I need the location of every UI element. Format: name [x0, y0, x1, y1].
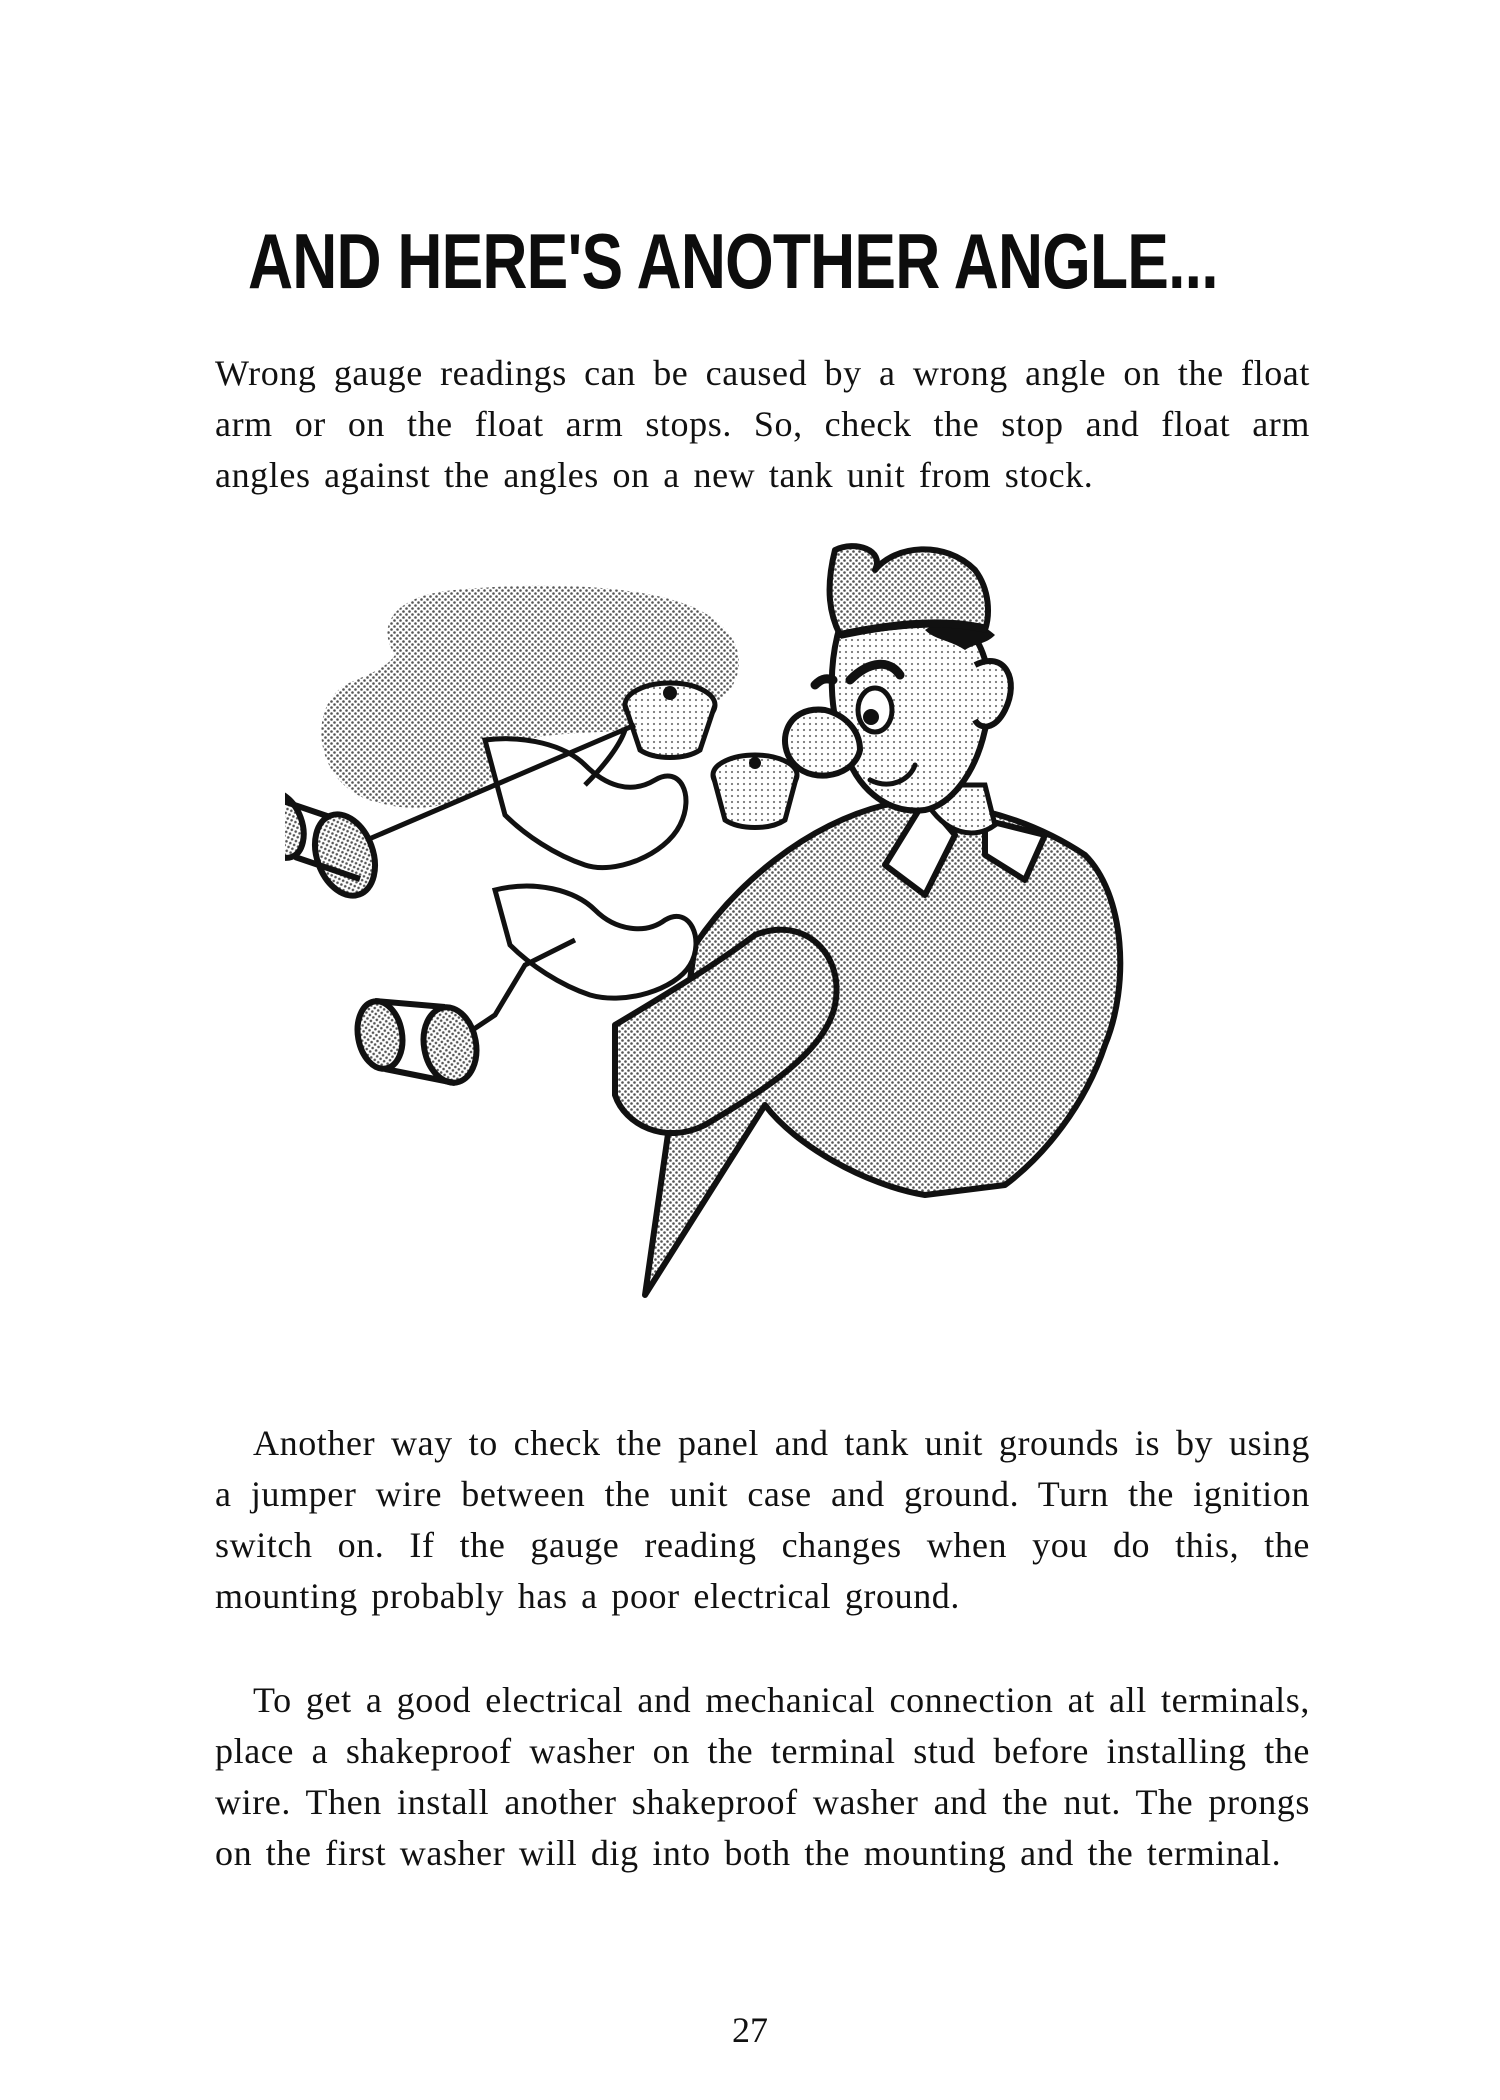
mechanic-nose: [785, 710, 860, 776]
mechanic-ear: [975, 661, 1011, 727]
page-heading: AND HERE'S ANOTHER ANGLE...: [248, 217, 1218, 305]
lower-hand: [495, 886, 696, 998]
body-paragraph-grounds: Another way to check the panel and tank unit grounds is by using a jumper wire between the unit case and ground. Turn the ignition switch on. If the gauge reading changes when you do this, the mounting probably has a poor electrical ground.: [215, 1423, 1310, 1616]
mechanic-holding-tank-units-icon: [285, 535, 1215, 1335]
lower-float-icon: [352, 998, 482, 1087]
intro-paragraph: Wrong gauge readings can be caused by a wrong angle on the float arm or on the float arm stops. So, check the stop and float arm angles against the angles on a new tank unit from stock.: [215, 353, 1310, 495]
page-number: 27: [732, 2010, 768, 2050]
upper-float-icon: [285, 786, 386, 905]
body-paragraph-washers: To get a good electrical and mechanical connection at all terminals, place a shakeproof washer on the terminal stud before installing the wire. Then install another shakeproof washer and the nut. The prongs on the first washer will dig into both the mounting and the terminal.: [215, 1680, 1310, 1873]
